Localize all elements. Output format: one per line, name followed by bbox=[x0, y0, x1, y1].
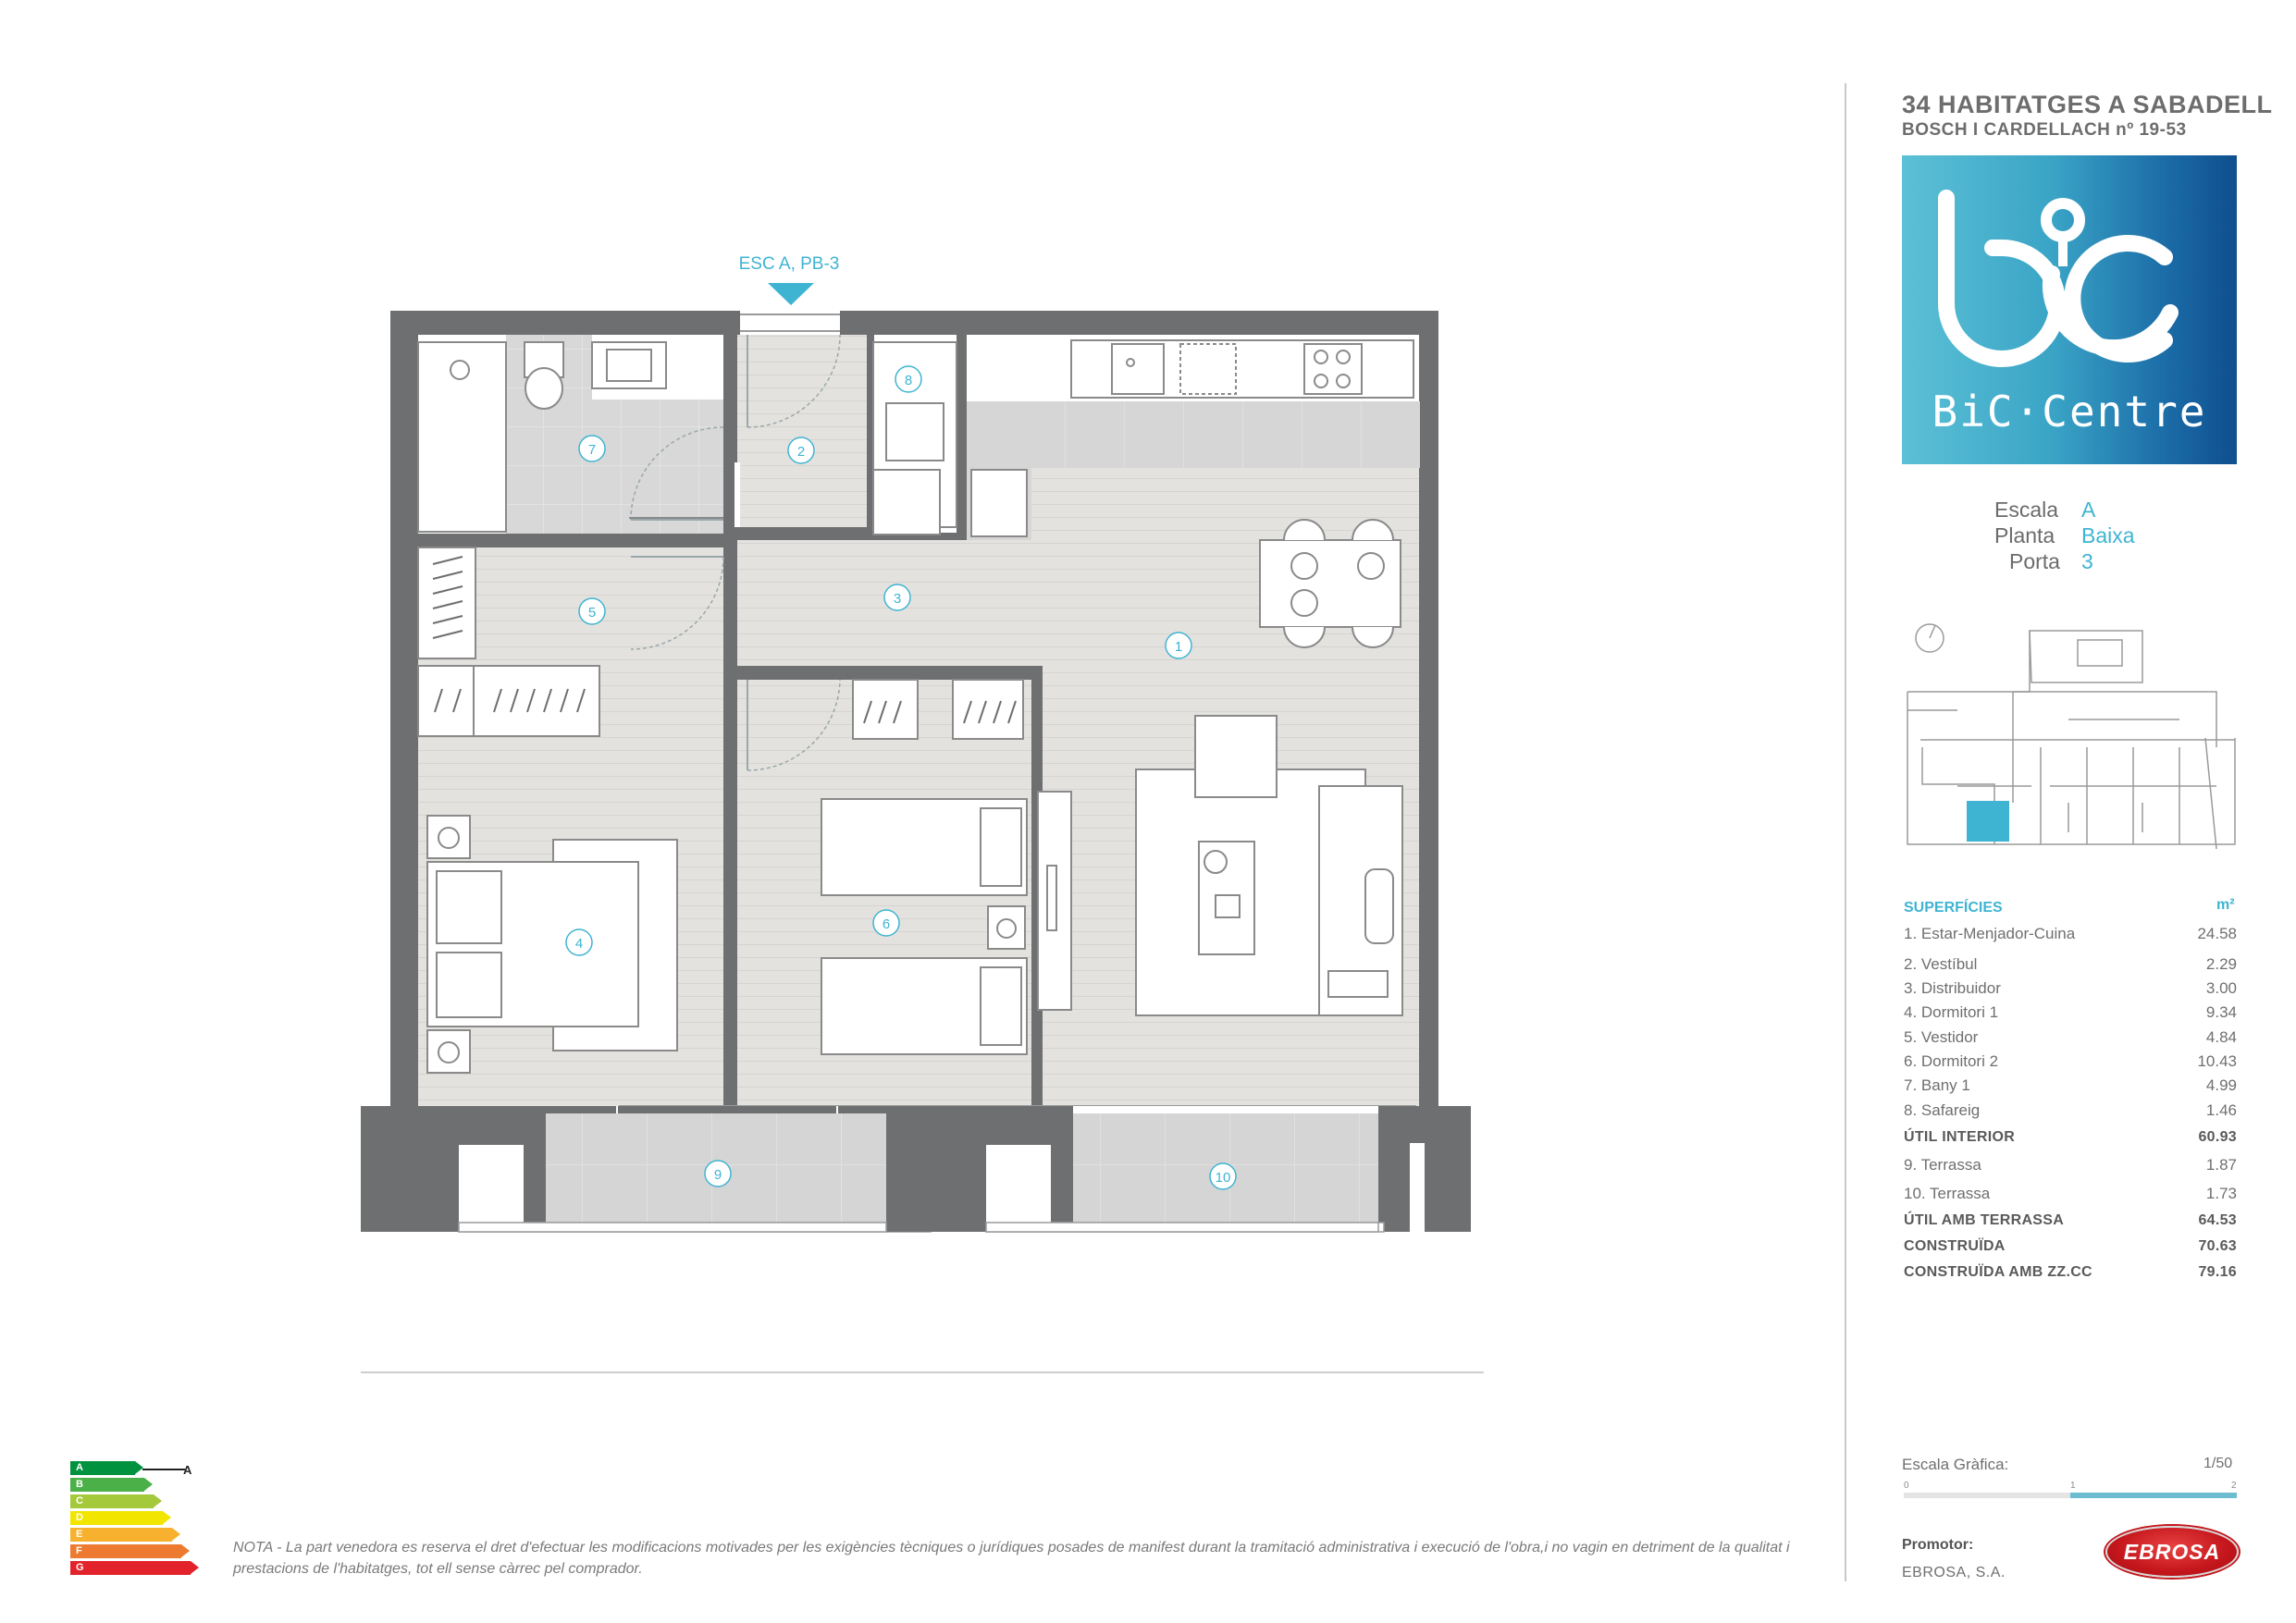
unit-planta bbox=[1994, 523, 2055, 548]
energy-class-a: A bbox=[70, 1461, 135, 1475]
unit-porta-value-wrap bbox=[2081, 549, 2093, 574]
energy-class-e: E bbox=[70, 1528, 172, 1542]
energy-pointer bbox=[139, 1467, 185, 1472]
surface-label: 8. Safareig bbox=[1904, 1101, 1981, 1119]
room-number-8: 8 bbox=[904, 373, 913, 388]
scale-bar bbox=[1904, 1493, 2237, 1498]
surface-value: 70.63 bbox=[2198, 1238, 2237, 1254]
ebrosa-logo-text: EBROSA bbox=[2123, 1539, 2221, 1564]
surface-label: ÚTIL INTERIOR bbox=[1904, 1129, 2016, 1145]
unit-porta bbox=[2009, 549, 2060, 574]
energy-class-c: C bbox=[70, 1494, 154, 1508]
surface-label: CONSTRUÏDA bbox=[1904, 1238, 2006, 1254]
planta-value: Baixa bbox=[2081, 523, 2135, 547]
surfaces-heading: SUPERFÍCIES bbox=[1904, 900, 2003, 916]
room-number-5: 5 bbox=[587, 605, 597, 621]
planta-label: Planta bbox=[1994, 523, 2055, 547]
entrance-label: ESC A, PB-3 bbox=[738, 254, 840, 274]
surface-value: 1.87 bbox=[2205, 1156, 2237, 1174]
surface-value: 4.99 bbox=[2205, 1076, 2237, 1094]
surface-value: 10.43 bbox=[2197, 1052, 2237, 1070]
surface-value: 1.73 bbox=[2205, 1185, 2237, 1202]
room-number-9: 9 bbox=[713, 1167, 722, 1183]
key-plan bbox=[1902, 618, 2244, 849]
surface-value: 79.16 bbox=[2198, 1264, 2237, 1280]
energy-class-b: B bbox=[70, 1478, 144, 1492]
surface-value: 2.29 bbox=[2205, 955, 2237, 973]
energy-class-g: G bbox=[70, 1561, 191, 1575]
surface-label: 4. Dormitori 1 bbox=[1904, 1003, 1999, 1021]
unit-location-highlight bbox=[1967, 801, 2009, 842]
surface-value: 4.84 bbox=[2205, 1028, 2237, 1046]
surface-value: 9.34 bbox=[2205, 1003, 2237, 1021]
porta-label: Porta bbox=[2009, 549, 2060, 573]
room-number-4: 4 bbox=[574, 936, 584, 952]
surface-label: 6. Dormitori 2 bbox=[1904, 1052, 1999, 1070]
surface-label: 5. Vestidor bbox=[1904, 1028, 1979, 1046]
unit-escala bbox=[1994, 498, 2058, 523]
scale-tick-0: 0 bbox=[1904, 1481, 1909, 1491]
scale-label: Escala Gràfica: bbox=[1902, 1456, 2009, 1473]
unit-escala-value-wrap bbox=[2081, 498, 2095, 523]
scale-ratio: 1/50 bbox=[2203, 1456, 2233, 1471]
escala-label: Escala bbox=[1994, 498, 2059, 522]
surface-value: 60.93 bbox=[2198, 1129, 2237, 1145]
surface-value: 1.46 bbox=[2205, 1101, 2237, 1119]
porta-value: 3 bbox=[2081, 549, 2093, 573]
bic-centre-logo bbox=[1902, 155, 2237, 464]
unit-planta-value-wrap bbox=[2081, 523, 2135, 548]
surface-value: 64.53 bbox=[2198, 1212, 2237, 1228]
room-number-10: 10 bbox=[1215, 1170, 1231, 1186]
energy-class-f: F bbox=[70, 1544, 181, 1558]
surface-label: 3. Distribuidor bbox=[1904, 979, 2001, 997]
sidebar-divider bbox=[1845, 83, 1846, 1581]
promoter-name: EBROSA, S.A. bbox=[1902, 1565, 2006, 1580]
room-number-2: 2 bbox=[796, 444, 806, 460]
bedroom1-furniture bbox=[427, 816, 677, 1073]
scale-tick-1: 1 bbox=[2070, 1481, 2076, 1491]
promoter-label: Promotor: bbox=[1902, 1537, 1974, 1553]
surface-label: ÚTIL AMB TERRASSA bbox=[1904, 1212, 2065, 1228]
surfaces-unit: m² bbox=[2216, 897, 2235, 913]
project-address: BOSCH I CARDELLACH nº 19-53 bbox=[1902, 120, 2187, 140]
surface-value: 3.00 bbox=[2205, 979, 2237, 997]
surface-label: CONSTRUÏDA AMB ZZ.CC bbox=[1904, 1264, 2092, 1280]
room-number-6: 6 bbox=[882, 916, 891, 932]
escala-value: A bbox=[2081, 498, 2096, 522]
room-number-1: 1 bbox=[1174, 639, 1183, 655]
scale-tick-2: 2 bbox=[2231, 1481, 2237, 1491]
room-number-3: 3 bbox=[893, 591, 902, 607]
energy-class-d: D bbox=[70, 1511, 163, 1525]
energy-rating-value: A bbox=[183, 1463, 192, 1477]
surface-label: 10. Terrassa bbox=[1904, 1185, 1991, 1202]
surface-label: 7. Bany 1 bbox=[1904, 1076, 1970, 1094]
surface-label: 2. Vestíbul bbox=[1904, 955, 1978, 973]
surface-label: 1. Estar-Menjador-Cuina bbox=[1904, 925, 2076, 942]
entrance-arrow bbox=[768, 283, 814, 305]
surface-value: 24.58 bbox=[2197, 925, 2237, 942]
logo-text: BiC·Centre bbox=[1932, 387, 2207, 436]
project-title: 34 HABITATGES A SABADELL bbox=[1902, 91, 2273, 118]
surface-label: 9. Terrassa bbox=[1904, 1156, 1981, 1174]
legal-note: NOTA - La part venedora es reserva el dret d'efectuar les modificacions motivades per les exigències tècniques o jurídiques posades de manifest durant la tramitació administrativa i execució de l'obra,i no vagin en detriment de la qualitat i prestacions de l'habitatges, tot ell sense càrrec pel comprador. bbox=[233, 1540, 1790, 1577]
room-number-7: 7 bbox=[587, 442, 597, 458]
ebrosa-logo bbox=[2105, 1526, 2239, 1578]
